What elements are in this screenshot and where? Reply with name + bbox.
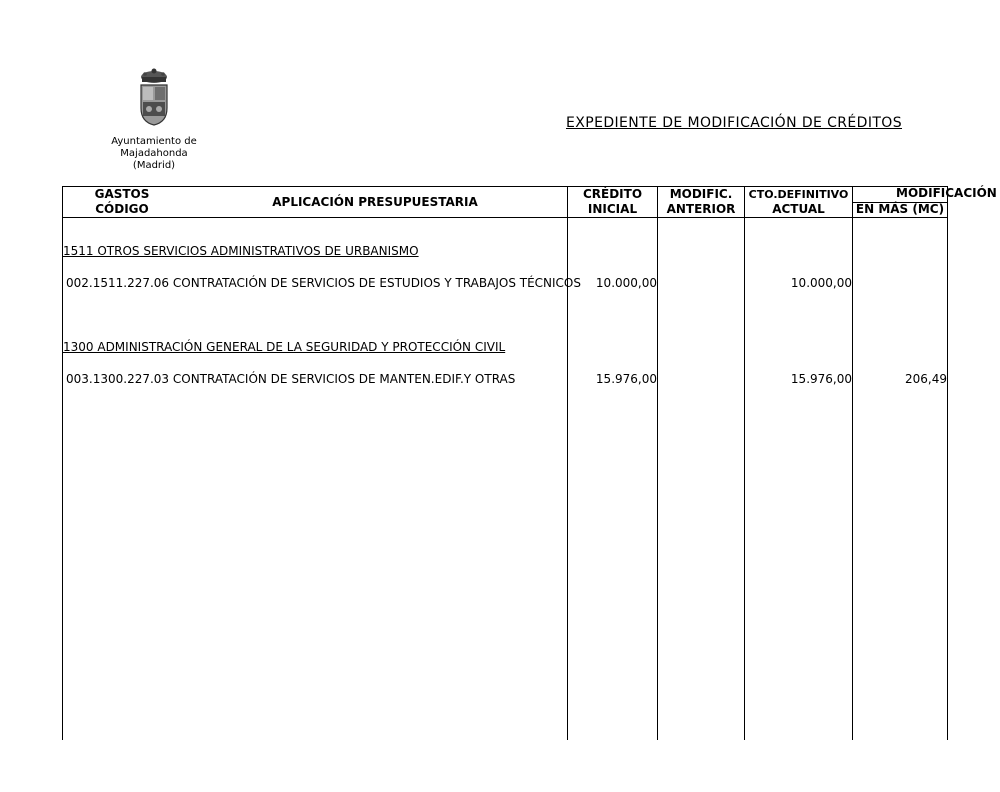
table-left-border [62, 186, 63, 740]
col-divider-credito [657, 186, 658, 740]
header-aplicacion: APLICACIÓN PRESUPUESTARIA [272, 195, 478, 209]
org-line-3: (Madrid) [132, 160, 176, 171]
organization-name [98, 136, 210, 172]
row-credito-inicial: 10.000,00 [595, 276, 657, 290]
header-gastos: GASTOS [94, 187, 150, 201]
header-modificacion-clip [853, 186, 997, 202]
section-title: 1511 OTROS SERVICIOS ADMINISTRATIVOS DE URBANISMO [63, 244, 419, 258]
org-line-2: Majadahonda [120, 148, 188, 159]
row-cto-definitivo: 10.000,00 [790, 276, 852, 290]
col-divider-definitivo [852, 186, 853, 740]
row-cto-definitivo: 15.976,00 [790, 372, 852, 386]
header-modific-line2: ANTERIOR [666, 202, 736, 216]
row-description: 002.1511.227.06 CONTRATACIÓN DE SERVICIOS DE ESTUDIOS Y TRABAJOS TÉCNICOS [66, 276, 581, 290]
col-divider-modific [744, 186, 745, 740]
header-bottom-border [62, 217, 948, 218]
col-divider-aplicacion [567, 186, 568, 740]
row-credito-inicial: 15.976,00 [595, 372, 657, 386]
header-definitivo-line1: CTO.DEFINITIVO [748, 188, 849, 201]
header-codigo: CÓDIGO [95, 202, 149, 216]
header-en-mas: EN MÁS (MC) [855, 202, 945, 216]
header-definitivo-line2: ACTUAL [772, 202, 825, 216]
coat-of-arms-logo [136, 68, 172, 128]
col-divider-en-mas [947, 186, 948, 740]
row-en-mas: 206,49 [905, 372, 947, 386]
header-credito-line1: CRÉDITO [582, 187, 643, 201]
table-row-description-clip [63, 372, 567, 388]
section-title: 1300 ADMINISTRACIÓN GENERAL DE LA SEGURIDAD Y PROTECCIÓN CIVIL [63, 340, 506, 354]
header-credito-line2: INICIAL [587, 202, 638, 216]
document-title: EXPEDIENTE DE MODIFICACIÓN DE CRÉDITOS [566, 115, 903, 131]
org-line-1: Ayuntamiento de [111, 136, 197, 147]
header-modific-line1: MODIFIC. [669, 187, 733, 201]
header-modificacion: MODIFICACIÓN [896, 186, 997, 200]
row-description: 003.1300.227.03 CONTRATACIÓN DE SERVICIOS DE MANTEN.EDIF.Y OTRAS [66, 372, 516, 386]
table-row-description-clip [63, 276, 581, 292]
